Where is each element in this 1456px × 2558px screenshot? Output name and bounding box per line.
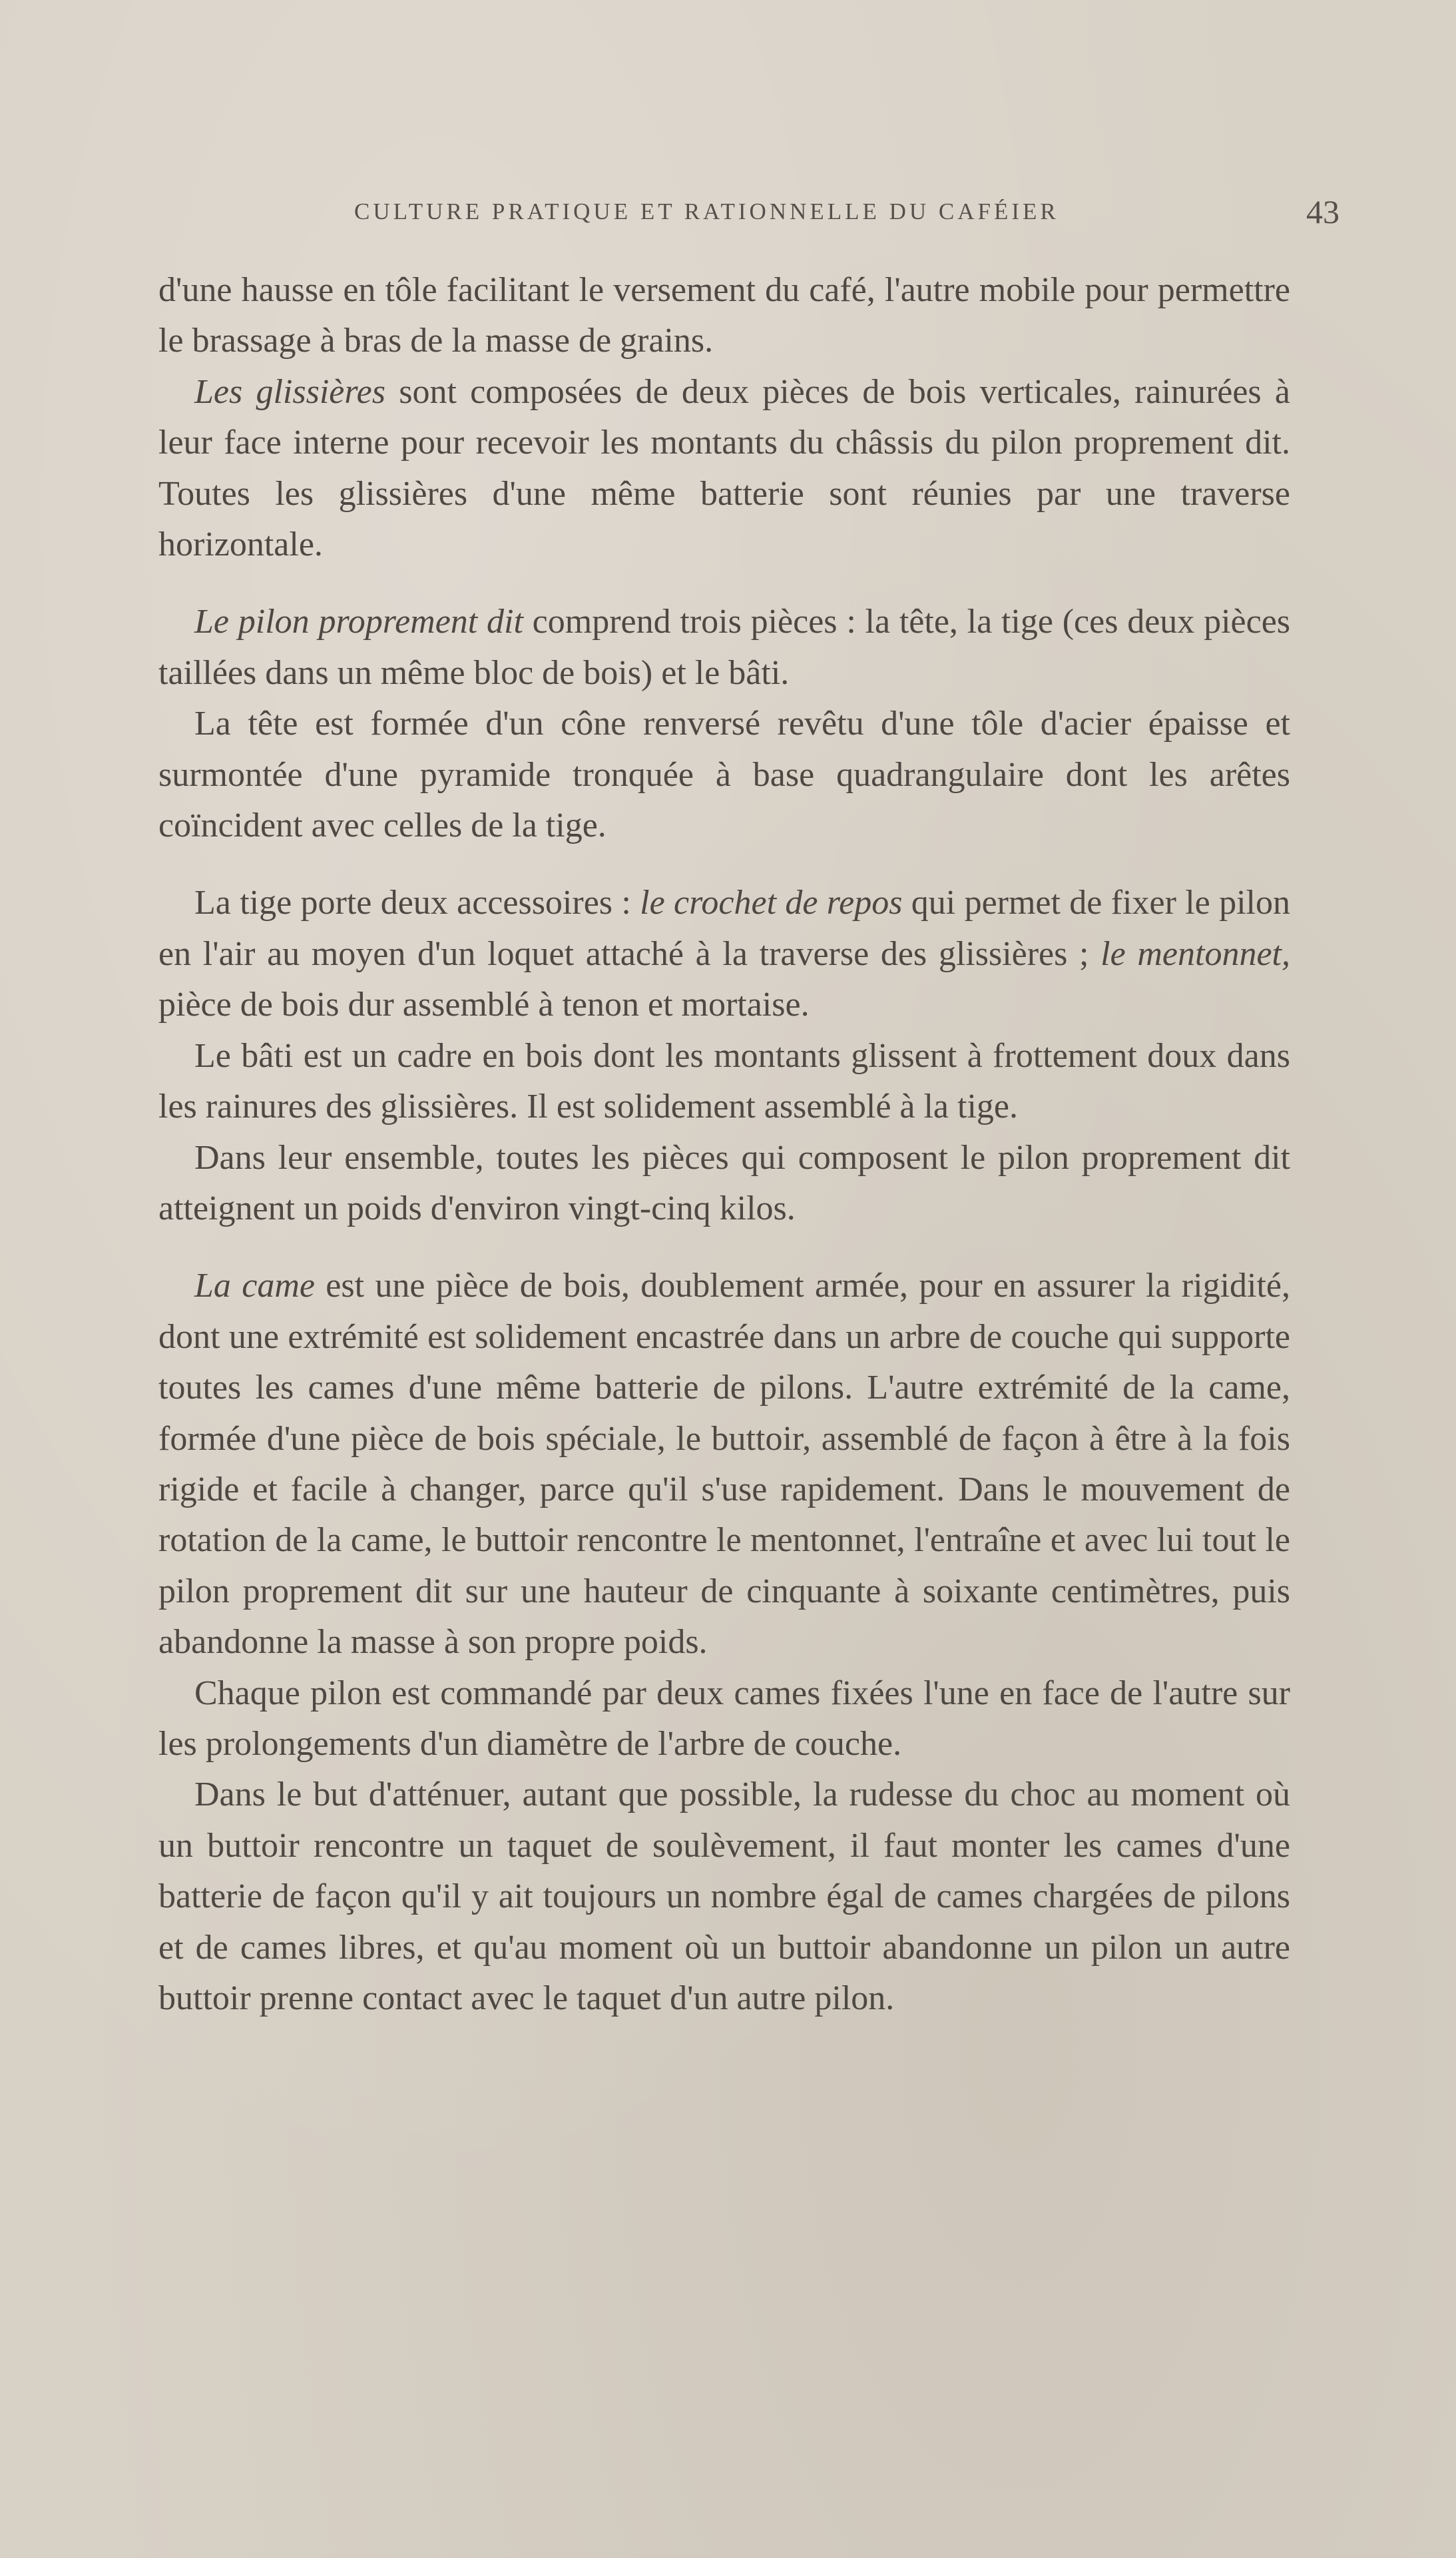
paragraph-ensemble: Dans leur ensemble, toutes les pièces qui composent le pilon proprement dit atteignent un poids d'environ vingt-cinq kilos. [158, 1138, 1290, 1227]
running-head [354, 192, 1339, 232]
paragraph-chaque-pilon: Chaque pilon est commandé par deux cames fixées l'une en face de l'autre sur les prolongements d'un diamètre de l'arbre de couche. [158, 1674, 1290, 1763]
term-crochet: le crochet de repos [640, 884, 903, 922]
paragraph-but: Dans le but d'atténuer, autant que possible, la rudesse du choc au moment où un buttoir rencontre un taquet de soulèvement, il faut monter les cames d'une batterie de façon qu'il y ait toujours un nombre égal de cames chargées de pilons et de cames libres, et qu'au moment où un buttoir abandonne un pilon un autre buttoir prenne contact avec le taquet d'un autre pilon. [158, 1775, 1290, 2017]
running-title: CULTURE PRATIQUE ET RATIONNELLE DU CAFÉIER [354, 198, 1059, 224]
body-text [158, 265, 1290, 2024]
paragraph-bati: Le bâti est un cadre en bois dont les montants glissent à frottement doux dans les rainures des glissières. Il est solidement assemblé à la tige. [158, 1036, 1290, 1126]
term-came: La came [194, 1267, 315, 1305]
paragraph-hausse: d'une hausse en tôle facilitant le versement du café, l'autre mobile pour permettre le brassage à bras de la masse de grains. [158, 271, 1290, 360]
term-mentonnet: le mentonnet, [1100, 934, 1290, 973]
term-glissieres: Les glissières [194, 372, 385, 411]
paragraph-glissieres: Les glissières sont composées de deux pièces de bois verticales, rainurées à leur face interne pour recevoir les montants du châssis du pilon proprement dit. Toutes les glissières d'une même batterie sont réunies par une traverse horizontale. [158, 372, 1290, 564]
page-number: 43 [1306, 193, 1339, 230]
paragraph-tete: La tête est formée d'un cône renversé revêtu d'une tôle d'acier épaisse et surmontée d'une pyramide tronquée à base quadrangulaire dont les arêtes coïncident avec celles de la tige. [158, 705, 1290, 845]
term-pilon: Le pilon proprement dit [194, 603, 523, 641]
paragraph-tige: La tige porte deux accessoires : le crochet de repos qui permet de fixer le pilon en l'air au moyen d'un loquet attaché à la traverse des glissières ; le mentonnet, pièce de bois dur assemblé à tenon et mortaise. [158, 884, 1291, 1024]
paragraph-pilon: Le pilon proprement dit comprend trois pièces : la tête, la tige (ces deux pièces taillées dans un même bloc de bois) et le bâti. [158, 603, 1291, 692]
paragraph-came: La came est une pièce de bois, doublement armée, pour en assurer la rigidité, dont une extrémité est solidement encastrée dans un arbre de couche qui supporte toutes les cames d'une même batterie de pilons. L'autre extrémité de la came, formée d'une pièce de bois spéciale, le buttoir, assemblé de façon à être à la fois rigide et facile à changer, parce qu'il s'use rapidement. Dans le mouvement de rotation de la came, le buttoir rencontre le mentonnet, l'entraîne et avec lui tout le pilon proprement dit sur une hauteur de cinquante à soixante centimètres, puis abandonne la masse à son propre poids. [158, 1267, 1290, 1662]
